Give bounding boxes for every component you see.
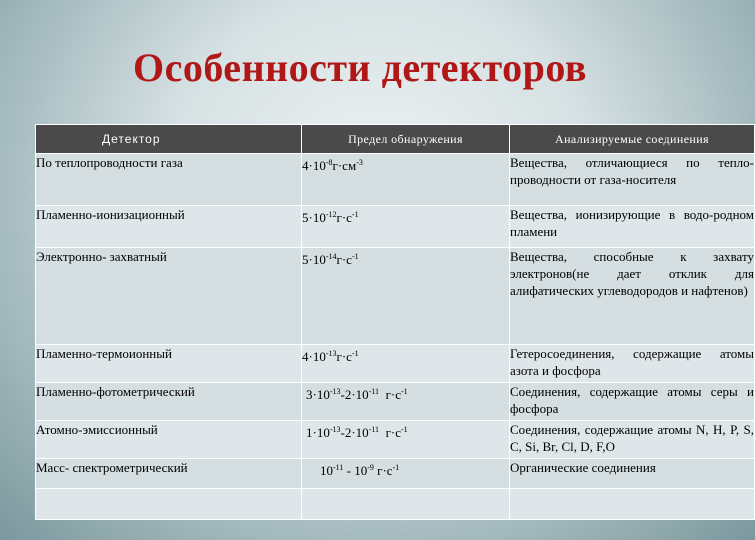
- header-limit: Предел обнаружения: [302, 125, 510, 154]
- empty-cell: [510, 488, 755, 519]
- table-row: [36, 154, 755, 206]
- table-row: [36, 382, 755, 420]
- empty-cell: [302, 488, 510, 519]
- table-row: [36, 458, 755, 488]
- limit-cell: $5\cdot 10^{-12}г\cdot с^{-1}$: [302, 206, 510, 248]
- limit-cell: $10^{-11} - 10^{-9}$ $г\cdot с^{-1}$: [302, 458, 510, 488]
- compounds-cell: Гетеросоединения, содержащие атомы азота и фосфора: [510, 344, 755, 382]
- limit-cell: $5\cdot 10^{-14}г\cdot с^{-1}$: [302, 248, 510, 344]
- detector-cell: Пламенно-фотометрический: [36, 382, 302, 420]
- detector-cell: По теплопроводности газа: [36, 154, 302, 206]
- table-row: [36, 344, 755, 382]
- compounds-cell: Вещества, ионизирующие в водо-родном пламени: [510, 206, 755, 248]
- table-header-row: [36, 125, 755, 154]
- limit-cell: $1\cdot 10^{-13}-2\cdot 10^{-11}$ $г\cdot с^{-1}$: [302, 420, 510, 458]
- detector-cell: Атомно-эмиссионный: [36, 420, 302, 458]
- table-row: [36, 206, 755, 248]
- table-row: [36, 248, 755, 344]
- limit-cell: $3\cdot 10^{-13}-2\cdot 10^{-11}$ $г\cdot с^{-1}$: [302, 382, 510, 420]
- detector-cell: Пламенно-ионизационный: [36, 206, 302, 248]
- empty-cell: [36, 488, 302, 519]
- table-row: [36, 420, 755, 458]
- compounds-cell: Соединения, содержащие атомы серы и фосфора: [510, 382, 755, 420]
- detector-cell: Электронно- захватный: [36, 248, 302, 344]
- slide-title: Особенности детекторов: [132, 45, 588, 90]
- header-compounds: Анализируемые соединения: [510, 125, 755, 154]
- detector-cell: Пламенно-термоионный: [36, 344, 302, 382]
- limit-cell: $4\cdot 10^{-13}г\cdot с^{-1}$: [302, 344, 510, 382]
- detector-cell: Масс- спектрометрический: [36, 458, 302, 488]
- compounds-cell: Вещества, отличающиеся по тепло-проводности от газа-носителя: [510, 154, 755, 206]
- compounds-cell: Органические соединения: [510, 458, 755, 488]
- header-detector: Детектор: [36, 125, 302, 154]
- compounds-cell: Вещества, способные к захвату электронов(не дает отклик для алифатических углеводородов и нафтенов): [510, 248, 755, 344]
- detectors-table: [35, 124, 755, 520]
- table-row-empty: [36, 488, 755, 519]
- limit-cell: $4\cdot 10^{-8}г\cdot см^{-3}$: [302, 154, 510, 206]
- compounds-cell: Соединения, содержащие атомы N, H, P, S, C, Si, Br, Cl, D, F,O: [510, 420, 755, 458]
